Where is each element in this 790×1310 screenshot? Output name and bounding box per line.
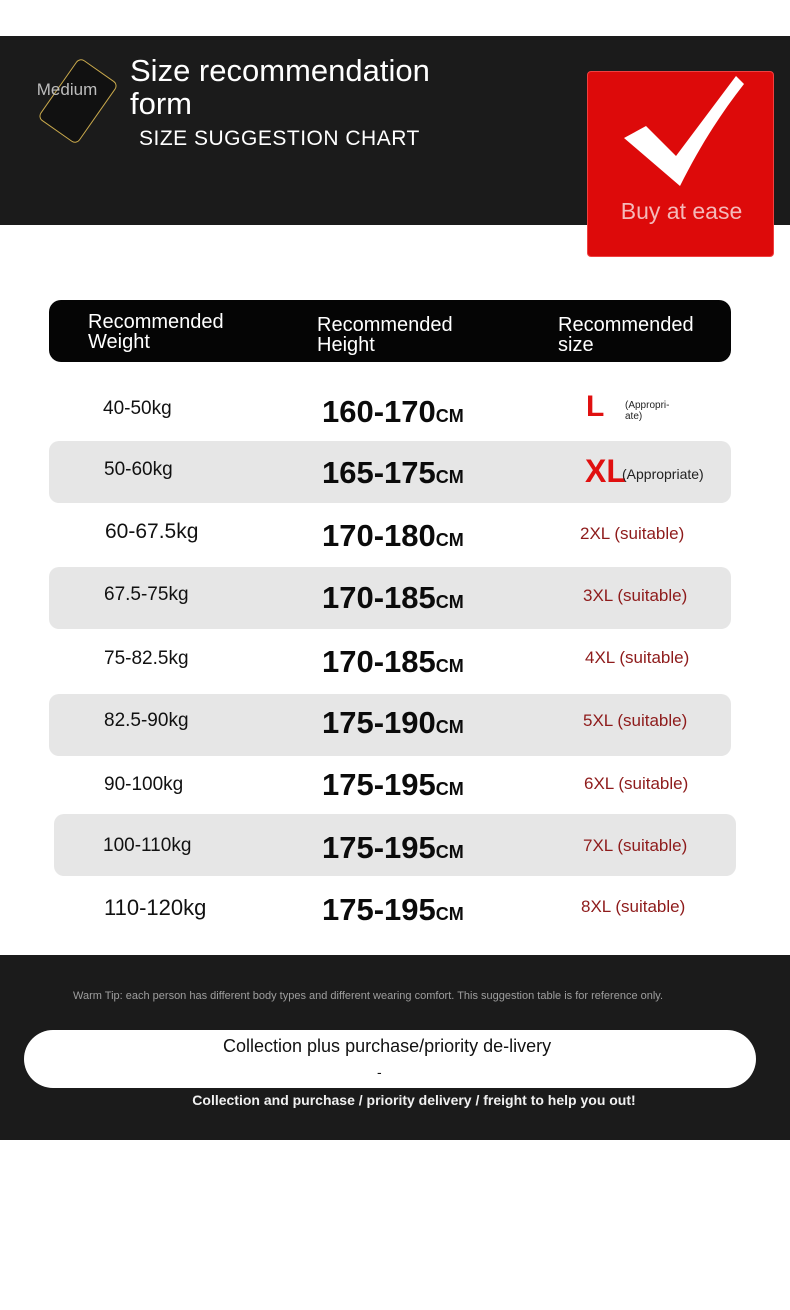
row-height: 170-185CM (322, 580, 464, 615)
collection-pill (24, 1030, 756, 1088)
buy-at-ease-card (587, 71, 774, 257)
row-height: 170-180CM (322, 518, 464, 553)
row-size: 8XL (suitable) (581, 897, 686, 916)
header-weight: Recommended Weight (88, 311, 224, 353)
footer-banner (0, 955, 790, 1140)
table-row (49, 694, 731, 756)
table-row (49, 567, 731, 629)
table-row (49, 877, 731, 939)
table-row (49, 441, 731, 503)
header-height: Recommended Height (317, 314, 453, 356)
row-weight: 82.5-90kg (104, 710, 189, 731)
row-height: 165-175CM (322, 455, 464, 490)
row-weight: 75-82.5kg (104, 648, 189, 669)
row-height: 175-195CM (322, 767, 464, 802)
row-height: 175-190CM (322, 705, 464, 740)
footer-slogan: Collection and purchase / priority delivery / freight to help you out! (192, 1092, 636, 1108)
row-size: XL (585, 453, 626, 489)
row-size: L (586, 390, 605, 423)
row-weight: 100-110kg (103, 835, 192, 856)
warm-tip: Warm Tip: each person has different body types and different wearing comfort. This suggestion table is for reference only. (73, 990, 664, 1002)
row-height: 175-195CM (322, 830, 464, 865)
table-row (49, 756, 731, 818)
collection-pill-text: Collection plus purchase/priority de-livery (223, 1036, 552, 1056)
page-subtitle: SIZE SUGGESTION CHART (139, 127, 420, 150)
row-height: 170-185CM (322, 644, 464, 679)
table-row (49, 378, 731, 440)
table-row (49, 630, 731, 692)
row-height: 175-195CM (322, 892, 464, 927)
row-weight: 60-67.5kg (105, 520, 199, 543)
row-size: 3XL (suitable) (583, 586, 688, 605)
row-size-note: (Appropri-ate) (625, 400, 670, 422)
phone-badge-icon (37, 57, 119, 145)
table-row (49, 503, 731, 565)
checkmark-icon (624, 76, 744, 188)
row-weight: 90-100kg (104, 774, 184, 795)
row-size: 6XL (suitable) (584, 774, 689, 793)
buy-at-ease-label: Buy at ease (620, 198, 743, 224)
row-size-note: (Appropriate) (622, 466, 704, 482)
table-row (54, 814, 736, 876)
top-margin (0, 0, 790, 36)
row-size: 2XL (suitable) (580, 524, 685, 543)
row-height: 160-170CM (322, 394, 464, 429)
pill-dash: - (377, 1064, 382, 1080)
row-weight: 50-60kg (104, 459, 173, 480)
row-weight: 40-50kg (103, 398, 172, 419)
medium-badge (36, 56, 126, 138)
row-weight: 67.5-75kg (104, 584, 189, 605)
page-title: Size recommendation form (130, 53, 430, 121)
header-size: Recommended size (558, 314, 694, 356)
row-size: 4XL (suitable) (585, 648, 690, 667)
row-weight: 110-120kg (104, 895, 207, 920)
row-size: 7XL (suitable) (583, 836, 688, 855)
badge-label: Medium (36, 80, 98, 99)
table-header (49, 300, 731, 362)
row-size: 5XL (suitable) (583, 711, 688, 730)
